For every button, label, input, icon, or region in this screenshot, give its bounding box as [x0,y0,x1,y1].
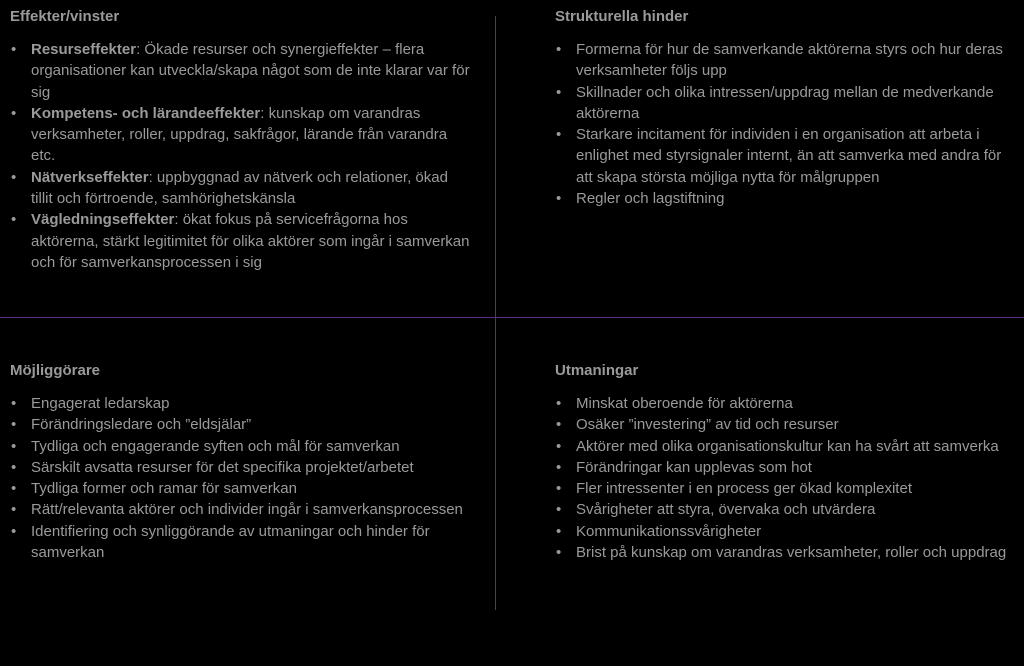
list-item [555,436,1015,457]
list-item [10,436,470,457]
list-item [10,103,470,167]
item-text: Regler och lagstiftning [576,190,725,208]
quadrant-hinder [555,8,1015,209]
list-item [10,521,470,564]
list-item [555,478,1015,499]
bullet-icon: • [11,416,17,434]
item-text: Tydliga former och ramar för samverkan [31,480,297,498]
item-text: Brist på kunskap om varandras verksamheter, roller och uppdrag [576,544,1007,562]
bullet-list [10,39,470,273]
bullet-icon: • [11,437,17,455]
bullet-icon: • [556,83,562,101]
quadrant-title: Strukturella hinder [555,8,689,25]
bullet-icon: • [556,544,562,562]
item-text: Fler intressenter i en process ger ökad komplexitet [576,480,912,498]
list-item [10,39,470,103]
quadrant-title: Utmaningar [555,362,639,379]
bullet-icon: • [11,41,17,58]
bullet-icon: • [11,104,17,122]
bullet-icon: • [556,522,562,540]
bullet-icon: • [556,458,562,476]
bullet-icon: • [11,395,17,412]
item-heading: Resurseffekter [31,41,137,58]
item-text: Formerna för hur de samverkande aktörerna styrs och hur deras verksamheter följs upp [576,41,1003,80]
item-heading: Vägledningseffekter [31,211,175,229]
list-item [555,414,1015,435]
item-text: : ökat fokus på servicefrågorna hos aktörerna, stärkt legitimitet för olika aktörer som ingår i samverkan och för samverkansprocessen i sig [31,211,470,271]
list-item [10,167,470,210]
list-item [555,457,1015,478]
bullet-icon: • [556,395,562,412]
list-item [555,499,1015,520]
item-text: Tydliga och engagerande syften och mål för samverkan [31,437,400,455]
bullet-icon: • [556,126,562,144]
item-text: : uppbyggnad av nätverk och relationer, ökad tillit och förtroende, samhörighetskänsla [31,168,448,208]
bullet-icon: • [556,190,562,208]
item-text: Osäker ”investering” av tid och resurser [576,416,839,434]
vertical-divider [495,16,496,610]
horizontal-divider [0,317,1024,318]
list-item [555,393,1015,414]
list-item [10,414,470,435]
item-text: Förändringar kan upplevas som hot [576,458,812,476]
list-item [555,521,1015,542]
bullet-list [10,393,470,563]
list-item [10,209,470,273]
bullet-icon: • [556,416,562,434]
item-heading: Kompetens- och lärandeeffekter [31,104,261,122]
item-text: Engagerat ledarskap [31,395,170,412]
bullet-list [555,393,1015,563]
item-text: : Ökade resurser och synergieffekter – flera organisationer kan utveckla/skapa något som de inte klarar var för sig [31,41,470,101]
bullet-list [555,39,1015,209]
item-text: Kommunikationssvårigheter [576,522,762,540]
quadrant-utmaningar [555,362,1015,563]
bullet-icon: • [11,501,17,519]
item-text: Förändringsledare och ”eldsjälar” [31,416,252,434]
item-text: Minskat oberoende för aktörerna [576,395,793,412]
bullet-icon: • [556,437,562,455]
item-text: Svårigheter att styra, övervaka och utvärdera [576,501,876,519]
item-text: Skillnader och olika intressen/uppdrag mellan de medverkande aktörerna [576,83,994,122]
item-text: Särskilt avsatta resurser för det specifika projektet/arbetet [31,458,414,476]
list-item [555,39,1015,82]
item-heading: Nätverkseffekter [31,168,149,186]
item-text: : kunskap om varandras verksamheter, roller, uppdrag, sakfrågor, lärande från varandra etc. [31,104,448,165]
quadrant-mojliggorare [10,362,470,563]
bullet-icon: • [556,41,562,58]
bullet-icon: • [556,501,562,519]
bullet-icon: • [556,480,562,498]
list-item [10,499,470,520]
item-text: Starkare incitament för individen i en organisation att arbeta i enlighet med styrsignaler internt, än att samverka med andra för att skapa största möjliga nytta för målgruppen [576,126,1002,186]
bullet-icon: • [11,168,17,186]
list-item [10,457,470,478]
bullet-icon: • [11,458,17,476]
item-text: Identifiering och synliggörande av utmaningar och hinder för samverkan [31,522,430,562]
quadrant-effekter [10,8,470,273]
list-item [10,393,470,414]
list-item [555,82,1015,125]
bullet-icon: • [11,211,17,229]
quadrant-title: Möjliggörare [10,362,101,379]
item-text: Rätt/relevanta aktörer och individer ingår i samverkansprocessen [31,501,463,519]
bullet-icon: • [11,522,17,540]
item-text: Aktörer med olika organisationskultur kan ha svårt att samverka [576,437,999,455]
quadrant-title: Effekter/vinster [10,8,120,25]
list-item [555,542,1015,563]
list-item [10,478,470,499]
bullet-icon: • [11,480,17,498]
list-item [555,188,1015,209]
list-item [555,124,1015,188]
